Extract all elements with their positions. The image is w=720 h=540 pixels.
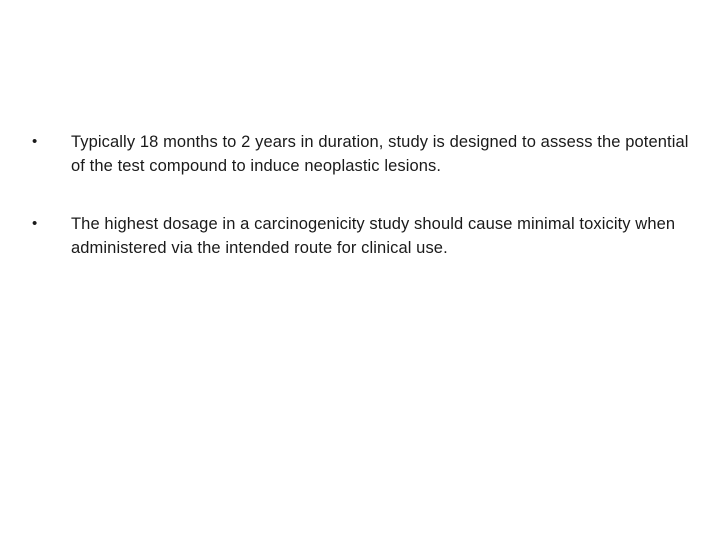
bullet-marker: •: [32, 215, 38, 232]
bullet-marker: •: [32, 133, 38, 150]
bullet-item: [32, 130, 692, 178]
bullet-item: [32, 212, 692, 260]
bullet-text: The highest dosage in a carcinogenicity study should cause minimal toxicity when administered via the intended route for clinical use.: [71, 215, 676, 257]
bullet-text: Typically 18 months to 2 years in duration, study is designed to assess the potential of the test compound to induce neoplastic lesions.: [71, 133, 689, 175]
